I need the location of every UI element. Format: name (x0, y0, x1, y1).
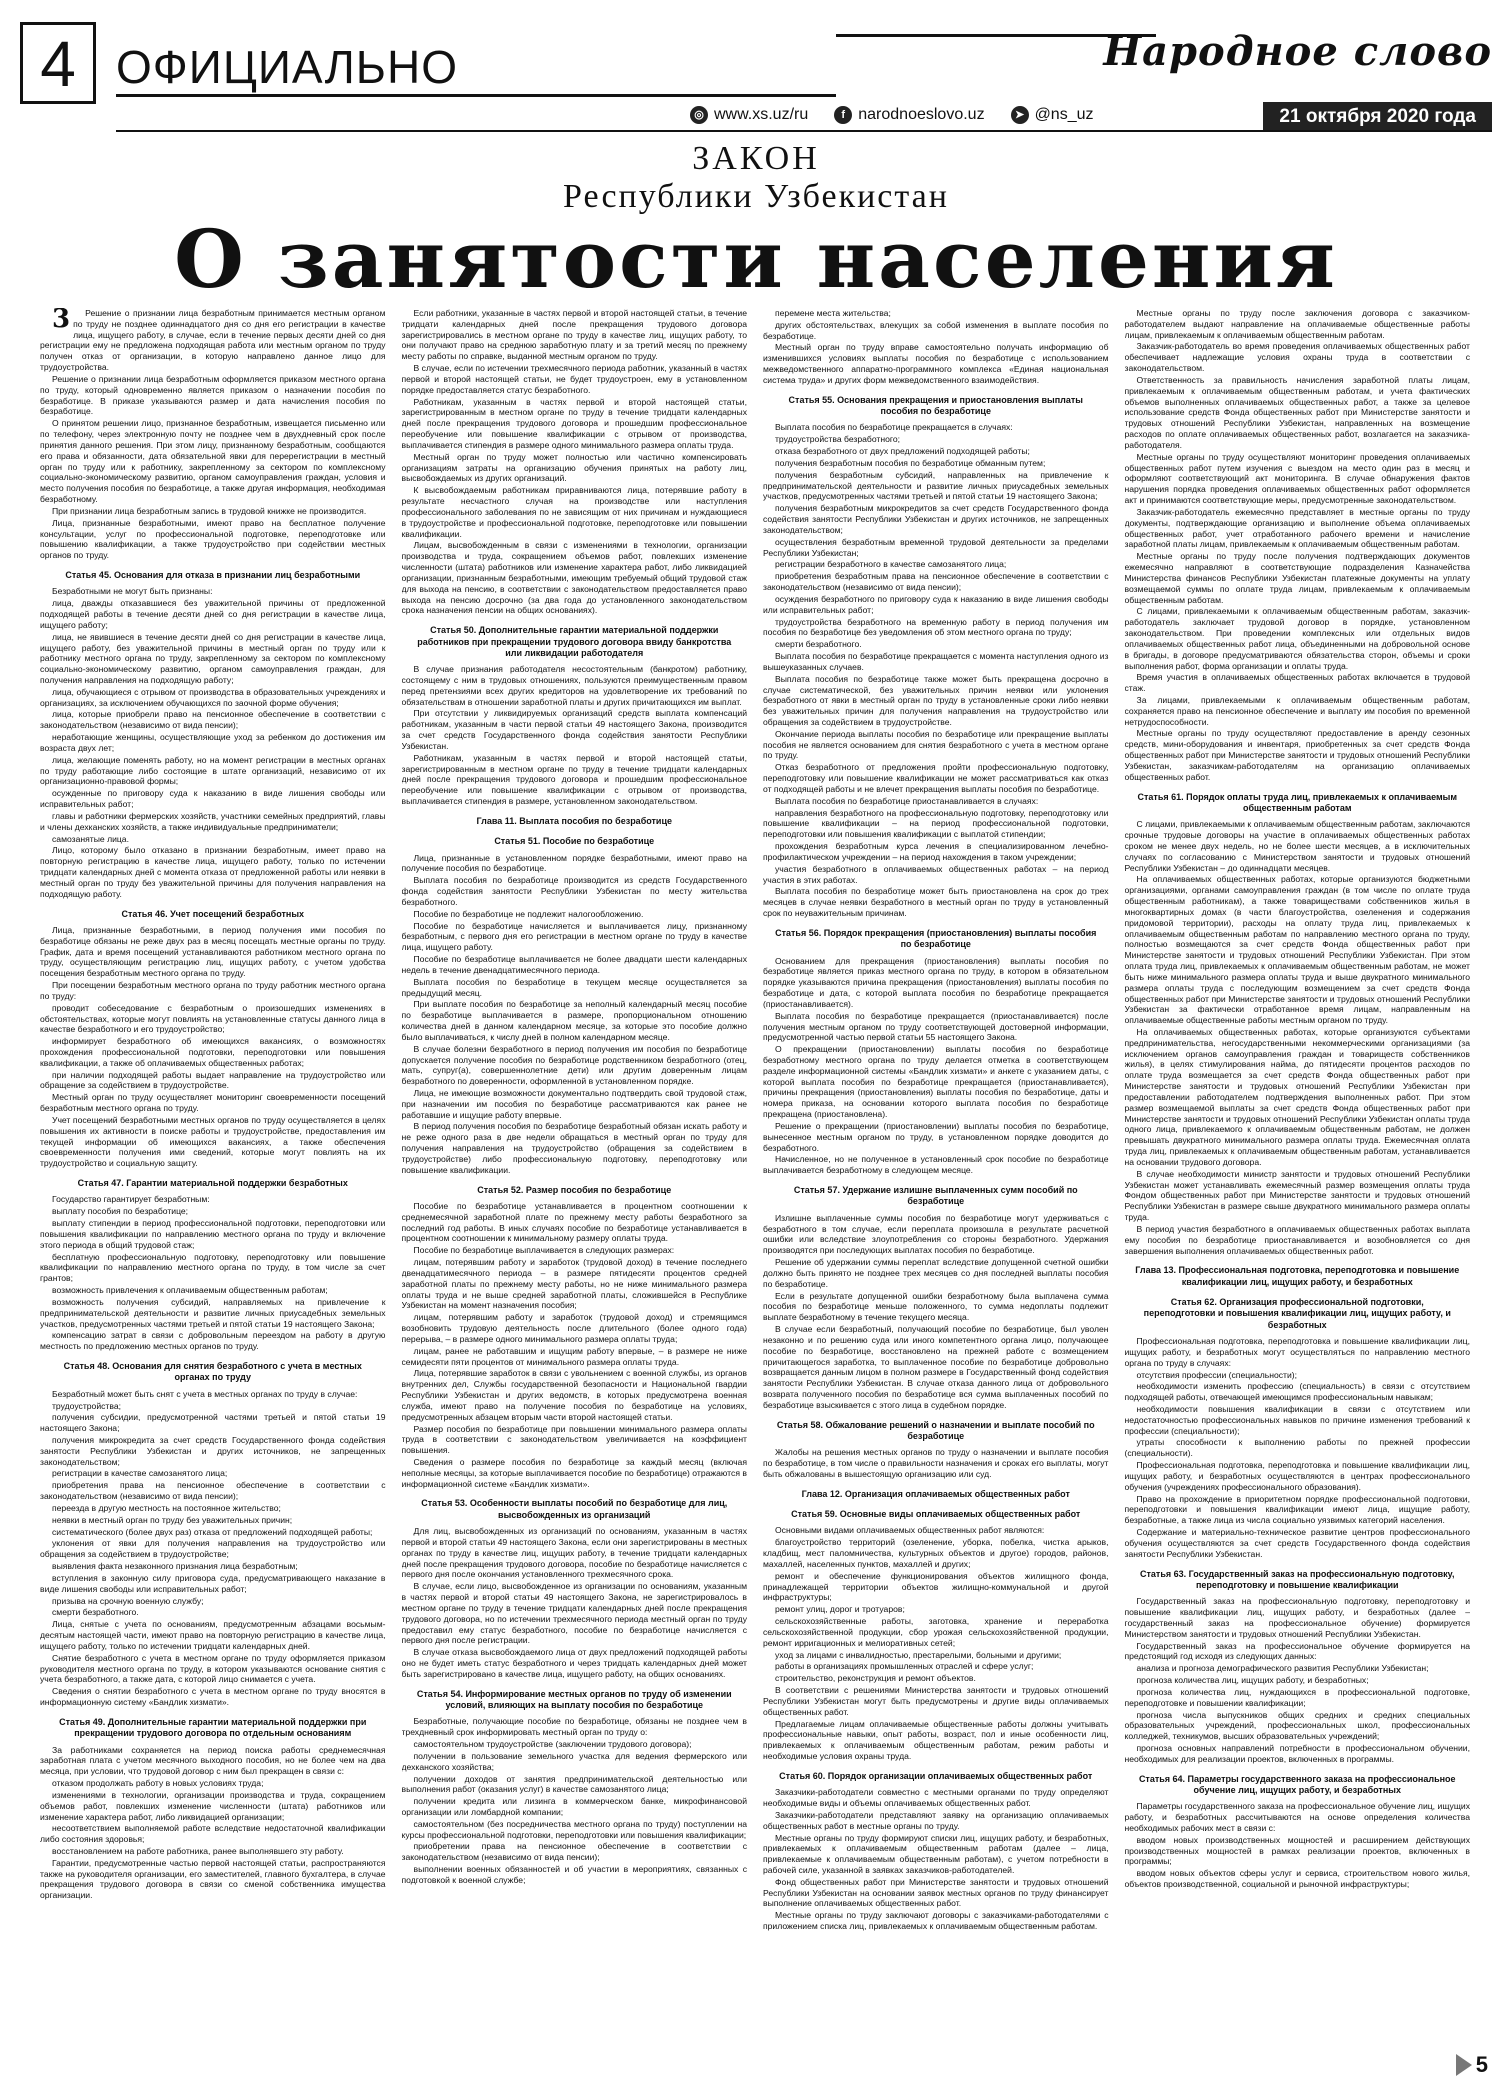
paragraph: Работникам, указанным в частях первой и второй настоящей статьи, зарегистрированным в местном органе по труду в течение тридцати календарных дней после прекращения трудового договора и прошедшим профессиональное переобучение или повышение квалификации с отрывом от производства, выплачивается стипендия в размере одного минимального размера оплаты труда. (401, 396, 747, 450)
paragraph: возможность привлечения к оплачиваемым общественным работам; (52, 1285, 328, 1296)
paragraph: ремонт и обеспечение функционирования объектов жилищного фонда, принадлежащей территории объектов жилищно-коммунальной и другой инфраструктуры; (763, 1570, 1109, 1603)
law-subtitle: Республики Узбекистан (563, 178, 949, 215)
paragraph: прохождения безработным курса лечения в специализированном лечебно-профилактическом учреждении – на период нахождения в таком учреждении; (763, 841, 1109, 862)
paragraph: Безработный может быть снят с учета в местных органах по труду в случае: (52, 1388, 358, 1399)
article-column (763, 308, 1109, 2048)
article-heading: Статья 53. Особенности выплаты пособий по безработице для лиц, высвобожденных из организаций (421, 1498, 728, 1520)
article-heading: Статья 63. Государственный заказ на профессиональную подготовку, переподготовку и повышение квалификации (1140, 1568, 1455, 1590)
paragraph: Если в результате допущенной ошибки безработному была выплачена сумма пособия по безработице меньше положенного, то сумма недоплаты подлежит выплате безработному в течение текущего месяца. (763, 1290, 1109, 1323)
social-links (690, 106, 1094, 124)
paragraph: Решение об удержании суммы переплат вследствие допущенной счетной ошибки должно быть принято не позднее трех месяцев со дня последней выплаты пособия по безработице. (763, 1257, 1109, 1289)
paragraph: Заказчики-работодатели совместно с местными органами по труду определяют необходимые виды и объемы оплачиваемых общественных работ. (763, 1787, 1109, 1809)
paragraph: С лицами, привлекаемыми к оплачиваемым общественным работам, заказчик-работодатель заключает трудовой договор в порядке, установленном законодательством. При проведении комплексных или отдельных видов оплачиваемых общественных работ лица, объединенными на добровольной основе в бригады, в договоре предусматриваются обязательства сторон, объемы и сроки выполнения работ, форма организации и оплаты труда. (1124, 606, 1470, 671)
paragraph: Государственный заказ на профессиональное обучение формируется на предстоящий год исходя из следующих данных: (1124, 1640, 1470, 1662)
issue-date: 21 октября 2020 года (1263, 102, 1492, 132)
drop-cap: 3 (52, 308, 71, 334)
telegram-label: @ns_uz (1034, 106, 1094, 123)
paragraph: О принятом решении лицо, признанное безработным, извещается письменно или по телефону, через электронную почту не позднее чем в двухдневный срок после принятия данного решения. При этом лицу, признанному безработным, сообщаются его права и обязанности, дата обязательной явки для перерегистрации в местный орган по труду или к работнику, закрепленному за сектором по комплексному социально-экономическому развитию, органом самоуправления граждан, условия и место получения пособия по безработице, а также другая информация, необходимая безработному. (40, 418, 386, 505)
site-label: www.xs.uz/ru (714, 106, 809, 123)
paragraph: получения безработным микрокредитов за счет средств Государственного фонда содействия занятости Республики Узбекистан и других источников, не запрещенных законодательством; (763, 503, 1109, 535)
paragraph: Сведения о снятии безработного с учета в местном органе по труду вносятся в информационную систему «Бандлик хизмати». (40, 1686, 386, 1708)
paragraph: регистрации безработного в качестве самозанятого лица; (775, 559, 1007, 570)
law-kicker: ЗАКОН (692, 140, 820, 177)
paragraph: получении доходов от занятия предпринимательской деятельностью или выполнения работ (оказания услуг) в качестве самозанятого лица; (401, 1773, 747, 1795)
paragraph: лица, дважды отказавшиеся без уважительной причины от предложенной подходящей работы в течение десяти дней со дня регистрации в качестве лица, ищущего работу; (40, 598, 386, 630)
paragraph: Выплата пособия по безработице также может быть прекращена досрочно в случае систематической, без уважительных причин неявки или уклонения безработного от явки в местный орган по труду в установленные сроки либо неявки без уважительных причин для получения направления на трудоустройство или обращения за содействием в трудоустройстве. (763, 673, 1109, 727)
paragraph: проводит собеседование с безработным о произошедших изменениях в обстоятельствах, которые могут повлиять на установленные статусы данного лица в качестве безработного и его трудоустройство; (40, 1002, 386, 1035)
paragraph: переезда в другую местность на постоянное жительство; (52, 1502, 281, 1513)
paragraph: Лица, снятые с учета по основаниям, предусмотренным абзацами восьмым-десятым настоящей части, имеют право на повторную регистрацию в качестве лица, ищущего работу, только по истечении тридцати календарных дней. (40, 1619, 386, 1651)
paragraph: прогноза количества лиц, ищущих работу, и безработных; (1136, 1675, 1369, 1686)
paragraph: отсутствия профессии (специальности); (1136, 1369, 1298, 1380)
article-heading: Статья 56. Порядок прекращения (приостановления) выплаты пособия по безработице (775, 927, 1097, 950)
paragraph: О прекращении (приостановлении) выплаты пособия по безработице безработному местного органа по труду делается отметка в соответствующем разделе информационной системы «Бандлик хизмати» и анкете с указанием даты, с которой выплата пособия по безработице прекращается (приостанавливается), причины прекращения (приостановления) выплаты пособия по безработице, даты и номера приказа, на основании которого выплата пособия по безработице прекращена (приостановлена). (763, 1044, 1109, 1120)
paragraph: вступления в законную силу приговора суда, предусматривающего наказание в виде лишения свободы или исправительных работ; (40, 1572, 386, 1594)
paragraph: Заказчик-работодатель ежемесячно представляет в местные органы по труду документы, подтверждающие организацию и выполнение объема оплачиваемых общественных работ, учет отработанного рабочего времени и начисление заработной платы лицам, привлекаемым к оплачиваемым общественным работам. (1124, 506, 1470, 550)
paragraph: Безработными не могут быть признаны: (52, 586, 213, 597)
next-page-indicator[interactable] (1456, 2052, 1488, 2078)
paragraph: вводом новых объектов сферы услуг и сервиса, строительством нового жилья, объектов производственной, социальной и рыночной инфраструктуры; (1124, 1868, 1470, 1890)
paragraph: На оплачиваемых общественных работах, которые организуются бюджетными организациями, органами самоуправления граждан (в том числе по оплате труда общественным работникам), а также товариществами собственников жилья в многоквартирных домах (в части благоустройства, озеленения и содержания придомовой территории), расходы на оплату труда лиц, привлекаемых к оплачиваемым общественным работам по направлению местного органа по труду, полностью возмещаются за счет средств Фонда общественных работ при Министерстве занятости и трудовых отношений Республики Узбекистан. При этом оплата труда лиц, привлекаемых к оплачиваемым общественным работам, не может быть ниже минимального размера оплаты труда и выше двукратного минимального размера оплаты труда с последующим возмещением за счет средств Фонда общественных работ при Министерстве занятости и трудовых отношений Республики Узбекистан за фактически отработанное время лицам, направленным на оплачиваемые общественные работы местным органом по труду. (1124, 874, 1470, 1026)
paragraph: работы в организациях промышленных отраслей и сфере услуг; (775, 1661, 1034, 1672)
paragraph: Излишне выплаченные суммы пособия по безработице могут удерживаться с безработного в том случае, если переплата произошла в результате расчетной ошибки или вследствие злоупотребления со стороны безработного. Удержания производятся при последующих выплатах пособия по безработице. (763, 1212, 1109, 1256)
paragraph: За работниками сохраняется на период поиска работы среднемесячная заработная плата с учетом месячного выходного пособия, но не более чем на два месяца, при условии, что трудовой договор с ним был прекращен в связи с: (40, 1744, 386, 1777)
paragraph: утраты способности к выполнению работы по прежней профессии (специальности). (1124, 1437, 1470, 1459)
globe-icon: ◎ (690, 106, 708, 124)
paragraph: компенсацию затрат в связи с добровольным переездом на работу в другую местность по предложению местных органов по труду. (40, 1330, 386, 1352)
next-page-number: 5 (1475, 2052, 1488, 2077)
paragraph: Выплата пособия по безработице прекращается (приостанавливается) после получения местным органом по труду соответствующей достоверной информации, предусмотренной частью первой статьи 55 настоящего Закона. (763, 1010, 1109, 1043)
paragraph: смерти безработного. (52, 1607, 139, 1618)
paragraph: Предлагаемые лицам оплачиваемые общественные работы должны учитывать профессиональные навыки, опыт работы, возраст, пол и иные особенности лиц, привлекаемых к оплачиваемым общественным работам, режим работы и необходимые условия охраны труда. (763, 1718, 1109, 1762)
paragraph: получения субсидии, предусмотренной частями третьей и пятой статьи 19 настоящего Закона; (40, 1412, 386, 1434)
paragraph: Фонд общественных работ при Министерстве занятости и трудовых отношений Республики Узбекистан на основании заявок местных органов по труду финансирует выполнение оплачиваемых общественных работ. (763, 1876, 1109, 1909)
paragraph: При признании лица безработным запись в трудовой книжке не производится. (52, 505, 367, 516)
paragraph: Местные органы по труду осуществляют предоставление в аренду сезонных средств, мини-оборудования и инвентаря, приобретенных за счет средств Фонда общественных работ при Министерстве занятости и трудовых отношений Республики Узбекистан, заказчикам-работодателям на организацию оплачиваемых общественных работ. (1124, 728, 1470, 782)
paragraph: Решение о признании лица безработным оформляется приказом местного органа по труду, который одновременно является приказом о назначении пособия по безработице. В приказе указываются размер и дата начисления пособия по безработице. (40, 373, 386, 417)
newspaper-name: Народное слово (1103, 28, 1492, 75)
paragraph: Время участия в оплачиваемых общественных работах включается в трудовой стаж. (1124, 672, 1470, 694)
article-heading: Статья 57. Удержание излишне выплаченных сумм пособий по безработице (793, 1185, 1078, 1207)
paragraph: Отказ безработного от предложения пройти профессиональную подготовку, переподготовку или повышение квалификации не может рассматриваться как отказ от подходящей работы и не влечет прекращения выплаты пособия по безработице. (763, 762, 1109, 794)
paragraph: несоответствием выполняемой работе вследствие недостаточной квалификации либо состояния здоровья; (40, 1823, 386, 1845)
lead-paragraph (40, 308, 386, 373)
article-columns (40, 308, 1470, 2048)
paragraph: Местный орган по труду может полностью или частично компенсировать организациям затраты на организацию обучения принятых на работу лиц, высвобождаемых из других организаций. (401, 451, 747, 484)
paragraph: Местные органы по труду после заключения договора с заказчиком-работодателем выдают направление на оплачиваемые общественные работы лицам, привлекаемым к оплачиваемым общественным работам. (1124, 308, 1470, 340)
paragraph: изменениями в технологии, организации производства и труда, сокращением объемов работ, повлекших изменение численности (штата) работников или изменение характера работ, либо ликвидацией организации; (40, 1789, 386, 1822)
article-heading: Глава 12. Организация оплачиваемых общественных работ (801, 1488, 1070, 1499)
paragraph: Профессиональная подготовка, переподготовка и повышение квалификации лиц, ищущих работу, и безработных могут осуществляться по направлению местного органа по труду в случаях: (1124, 1336, 1470, 1368)
article-heading: Статья 45. Основания для отказа в признании лиц безработными (65, 570, 361, 581)
paragraph: Лица, признанные безработными, имеют право на бесплатное получение консультации, услуг по профессиональной подготовке, переподготовке или повышению квалификации, а также трудоустройство при содействии местных органов по труду. (40, 517, 386, 561)
paragraph: Начисленное, но не полученное в установленный срок пособие по безработице выплачивается безработному в следующем месяце. (763, 1154, 1109, 1176)
paragraph: Выплата пособия по безработице прекращается с момента наступления одного из вышеуказанных случаев. (763, 651, 1109, 672)
paragraph: Сведения о размере пособия по безработице за каждый месяц (включая неполные месяцы, за которые выплачивается пособие по безработице) отражаются в информационной системе «Бандлик хизмати». (401, 1456, 747, 1489)
paragraph: самостоятельном трудоустройстве (заключении трудового договора); (413, 1739, 692, 1750)
paragraph: Содержание и материально-техническое развитие центров профессионального обучения осуществляются за счет средств Государственного фонда содействия занятости Республики Узбекистан. (1124, 1527, 1470, 1559)
paragraph: неработающие женщины, осуществляющие уход за ребенком до достижения им возраста двух лет; (40, 732, 386, 753)
article-heading: Статья 60. Порядок организации оплачиваемых общественных работ (779, 1770, 1093, 1781)
paragraph: информирует безработного об имеющихся вакансиях, о возможностях прохождения профессиональной подготовки, переподготовки или повышения квалификации, а также об оплачиваемых общественных работах; (40, 1036, 386, 1068)
arrow-right-icon (1456, 2054, 1472, 2076)
article-heading: Статья 46. Учет посещений безработных (121, 908, 305, 919)
paragraph: Лицо, которому было отказано в признании безработным, имеет право на повторную регистрацию в качестве лица, ищущего работу, только по истечении тридцати календарных дней с момента отказа от предложенной работы или неявки в местный орган по труду без уважительной причины для получения направления на подходящую работу. (40, 845, 386, 899)
paragraph: трудоустройства безработного; (775, 434, 900, 445)
section-title: ОФИЦИАЛЬНО (116, 41, 458, 93)
paragraph: получении кредита или лизинга в коммерческом банке, микрофинансовой организации или ломбардной компании; (401, 1796, 747, 1817)
paragraph: Пособие по безработице не подлежит налогообложению. (413, 908, 644, 919)
paragraph: перемене места жительства; (775, 308, 891, 318)
paragraph: получения безработным субсидий, направленных на привлечение к предпринимательской деятельности и развитие личных приусадебных земельных участков, предусмотренных частями третьей и пятой статьи 19 настоящего Закона; (763, 469, 1109, 502)
paragraph: выплату стипендии в период профессиональной подготовки, переподготовки или повышения квалификации по направлению местного органа по труду и включение этого периода в общий трудовой стаж; (40, 1218, 386, 1250)
article-heading: Статья 52. Размер пособия по безработице (477, 1184, 672, 1195)
paragraph: приобретении права на пенсионное обеспечение в соответствии с законодательством (независимо от вида пенсии); (401, 1841, 747, 1863)
article-heading: Глава 11. Выплата пособия по безработице (476, 815, 673, 826)
paragraph: В период получения пособия по безработице безработный обязан искать работу и не реже одного раза в две недели обращаться в местный орган по труду для получения направления на трудоустройство (обращения за содействием в трудоустройстве) либо профессиональную подготовку, переподготовку или повышение квалификации. (401, 1121, 747, 1175)
paragraph: участия безработного в оплачиваемых общественных работах – на период участия в этих работах. (763, 863, 1109, 885)
article-heading: Статья 54. Информирование местных органов по труду об изменении условий, влияющих на выплату пособия по безработице (416, 1688, 732, 1711)
article-heading: Статья 50. Дополнительные гарантии материальной поддержки работников при прекращении трудового договора ввиду банкротства или ликвидации работодателя (417, 625, 732, 658)
paragraph: Местный орган по труду вправе самостоятельно получать информацию об изменившихся условиях выплаты пособия по безработице с использованием межведомственного аппаратно-программного комплекса «Единая национальная система труда» и других форм межведомственного взаимодействия. (763, 342, 1109, 385)
paragraph: главы и работники фермерских хозяйств, участники семейных предприятий, главы и члены дехканских хозяйств, а также индивидуальные предприниматели; (40, 810, 386, 832)
paragraph: Выплата пособия по безработице производится из средств Государственного фонда содействия занятости Республики Узбекистан по месту жительства безработного. (401, 875, 747, 907)
paragraph: Работникам, указанным в частях первой и второй настоящей статьи, зарегистрированным в местном органе по труду в течение тридцати календарных дней после прекращения трудового договора и прошедшим профессиональное переобучение или повышение квалификации с отрывом от производства, выплачивается стипендия в размере, установленном законодательством. (401, 752, 747, 807)
paragraph: смерти безработного. (775, 639, 862, 650)
paragraph: Решение о прекращении (приостановлении) выплаты пособия по безработице, вынесенное местным органом по труду, в установленном порядке доводится до безработного. (763, 1120, 1109, 1153)
paragraph: неявки в местный орган по труду без уважительных причин; (52, 1514, 293, 1525)
paragraph: При выплате пособия по безработице за неполный календарный месяц пособие по безработице выплачивается в размере, пропорциональном отношению количества дней в данном календарном месяце, за которые это пособие должно было выплачиваться, к числу дней в полном календарном месяце. (401, 999, 747, 1042)
lead-text: Решение о признании лица безработным принимается местным органом по труду не позднее одиннадцатого дня со дня его регистрации в качестве лица, ищущего работу, в случае, если в течение первых десяти дней со дня регистрации ему не предложена подходящая работа или местным органом по труду получен отказ от организации, в которую направлено данное лицо для трудоустройства. (40, 308, 386, 373)
article-heading: Статья 55. Основания прекращения и приостановления выплаты пособия по безработице (788, 394, 1083, 417)
paragraph: Пособие по безработице устанавливается в процентном соотношении к среднемесячной заработной плате по прежнему месту работы безработного за последний год работы. В иных случаях пособие по безработице устанавливается в процентном соотношении к минимальному размеру оплаты труда. (401, 1200, 747, 1244)
article-heading: Статья 59. Основные виды оплачиваемых общественных работ (791, 1509, 1081, 1520)
paragraph: Заказчики-работодатели представляют заявку на организацию оплачиваемых общественных работ в местные органы по труду. (763, 1809, 1109, 1831)
paragraph: К высвобождаемым работникам приравниваются лица, потерявшие работу в результате несчастного случая на производстве или наступления профессионального заболевания по не зависящим от них причинам и нуждающиеся в трудоустройстве и профессиональной подготовке, переподготовке или повышении квалификации. (401, 485, 747, 539)
page-number: 4 (20, 22, 96, 104)
article-heading: Глава 13. Профессиональная подготовка, переподготовка и повышение квалификации лиц, ищущих работу, и безработных (1135, 1265, 1460, 1287)
paragraph: возможность получения субсидий, направляемых на привлечение к предпринимательской деятельности и развитие личных приусадебных земельных участков, предусмотренных частями третьей и пятой статьи 19 настоящего Закона; (40, 1296, 386, 1329)
paragraph: трудоустройства безработного на временную работу в период получения им пособия по безработице без уведомления об этом местного органа по труду; (763, 616, 1109, 638)
paragraph: Местные органы по труду осуществляют мониторинг проведения оплачиваемых общественных работ путем изучения с выездом на место один раз в месяц и оформляют соответствующий акт мониторинга. В случае обнаружения фактов нарушения порядка проведения оплачиваемых общественных работ оформляется акт и принимаются соответствующие меры, предусмотренные законодательством. (1124, 451, 1470, 506)
paragraph: В случае, если по истечении трехмесячного периода работник, указанный в частях первой и второй настоящей статьи, не будет трудоустроен, ему в установленном порядке предоставляется статус безработного. (401, 363, 747, 395)
paragraph: направления безработного на профессиональную подготовку, переподготовку или повышение квалификации – на период профессиональной подготовки, переподготовки или повышения квалификации с выплатой стипендии; (763, 807, 1109, 840)
paragraph: осужденные по приговору суда к наказанию в виде лишения свободы или исправительных работ; (40, 788, 386, 810)
paragraph: выполнении военных обязанностей и об участии в мероприятиях, связанных с подготовкой к военной службе; (401, 1864, 747, 1885)
paragraph: регистрации в качестве самозанятого лица; (52, 1468, 228, 1479)
paragraph: лица, не явившиеся в течение десяти дней со дня регистрации в качестве лица, ищущего работу, без уважительной причины в местный орган по труду или к работнику местного органа по труду, закрепленному за сектором по комплексному социально-экономическому развитию, органом самоуправления граждан, для получения направления на подходящую работу; (40, 631, 386, 685)
paragraph: систематического (более двух раз) отказа от предложений подходящей работы; (52, 1526, 373, 1537)
section-rule (116, 94, 836, 97)
telegram-icon: ➤ (1011, 106, 1029, 124)
paragraph: трудоустройства; (52, 1400, 121, 1411)
paragraph: прогноза количества лиц, нуждающихся в профессиональной подготовке, переподготовке и повышении квалификации; (1124, 1686, 1470, 1708)
article-column (40, 308, 386, 2048)
paragraph: Профессиональная подготовка, переподготовка и повышение квалификации лиц, ищущих работу, и безработных осуществляются в центрах профессионального обучения (учреждениях профессионального образования). (1124, 1460, 1470, 1492)
paragraph: В случае болезни безработного в период получения им пособия по безработице допускается получение пособия по безработице родственником безработного (отец, мать, супруг(а), совершеннолетние дети) или другим доверенным лицам безработного по доверенности, оформленной в установленном порядке. (401, 1043, 747, 1087)
facebook-label: narodnoeslovo.uz (858, 106, 985, 123)
paragraph: прогноза основных направлений потребности в профессиональном обучении, необходимых для реализации проектов, включенных в программы. (1124, 1743, 1470, 1764)
paragraph: Государство гарантирует безработным: (52, 1194, 210, 1205)
paragraph: лицам, ранее не работавшим и ищущим работу впервые, – в размере не ниже семидесяти пяти процентов от минимального размера оплаты труда. (401, 1345, 747, 1367)
paragraph: Местный орган по труду осуществляет мониторинг своевременности посещений безработным местного органа по труду. (40, 1092, 386, 1114)
paragraph: Основанием для прекращения (приостановления) выплаты пособия по безработице является приказ местного органа по труду, в котором в обязательном порядке указываются причина прекращения (приостановления) выплаты пособия по безработице и дата, с которой выплата пособия по безработице прекращается (приостанавливается). (763, 955, 1109, 1009)
paragraph: уклонения от явки для получения направления на трудоустройство или обращения за содействием в трудоустройстве; (40, 1538, 386, 1560)
article-heading: Статья 49. Дополнительные гарантии материальной поддержки при прекращении трудового договора по отдельным основаниям (59, 1716, 367, 1739)
paragraph: лица, которые приобрели право на пенсионное обеспечение в соответствии с законодательством (независимо от вида пенсии); (40, 709, 386, 731)
paragraph: Лицам, высвобожденным в связи с изменениями в технологии, организации производства и труда, сокращением объемов работ, повлекших изменение численности (штата) работников или изменение характера работ, либо ликвидацией организации, признанным безработными, имеющим требуемый общий трудовой стаж для выхода на пенсию, в соответствии с законодательством предоставляется право выхода на пенсию досрочно (за два года до установленного законодательством срока назначения пенсии на общих основаниях). (401, 540, 747, 616)
paragraph: осуждения безработного по приговору суда к наказанию в виде лишения свободы или исправительных работ; (763, 593, 1109, 615)
paragraph: благоустройство территорий (озеленение, уборка, побелка, чистка арыков, кладбищ, мест паломничества, культурных объектов и другое) городов, районов, махаллей, населенных пунктов, махаллей и других; (763, 1537, 1109, 1569)
paragraph: При отсутствии у ликвидируемых организаций средств выплата компенсаций работникам, указанным в части первой статьи 49 настоящего Закона, производится за счет средств Государственного фонда содействия занятости Республики Узбекистан. (401, 708, 747, 751)
paragraph: В случае если безработный, получающий пособие по безработице, был уволен незаконно и по решению суда или иного компетентного органа лицо, получающее пособие по безработице, восстановлено на прежней работе с возмещением причитающегося заработка, то выплаченное пособие по безработице добровольно возвращается данным лицом в полном размере в Государственный фонд содействия занятости Республики Узбекистан. В случае отказа данного лица от добровольного возврата полученного пособия по безработице вся сумма выплаченных пособий по безработице взыскивается с этого лица в судебном порядке. (763, 1324, 1109, 1410)
paragraph: Местные органы по труду заключают договоры с заказчиками-работодателями с приложением списка лиц, привлекаемых к оплачиваемым общественным работам. (763, 1910, 1109, 1932)
paragraph: Лица, потерявшие заработок в связи с увольнением с военной службы, из органов внутренних дел, Службы государственной безопасности и Национальной гвардии Республики Узбекистан и других ведомств, в которых предусмотрена военная служба, имеют право на получение пособия по безработице на условиях, предусмотренных абзацем вторым части второй настоящей статьи. (401, 1368, 747, 1422)
paragraph: Если работники, указанные в частях первой и второй настоящей статьи, в течение тридцати календарных дней после прекращения трудового договора зарегистрировались в местном органе по труду в качестве лиц, ищущих работу, то они получают право на среднюю заработную плату и за третий месяц по прежнему месту работы по справке, выданной местным органом по труду. (401, 308, 747, 362)
paragraph: анализа и прогноза демографического развития Республики Узбекистан; (1136, 1663, 1429, 1674)
paragraph: При посещении безработным местного органа по труду работник местного органа по труду: (40, 980, 386, 1001)
paragraph: Для лиц, высвобожденных из организаций по основаниям, указанным в частях первой и второй статьи 49 настоящего Закона, если они зарегистрированы в местных органах по труду в качестве лиц, ищущих работу, в течение тридцати календарных дней после прекращения трудового договора, пособие по безработице начисляется с первого дня после окончания установленного трехмесячного срока. (401, 1526, 747, 1580)
paragraph: Выплата пособия по безработице прекращается в случаях: (775, 422, 1013, 433)
paragraph: отказа безработного от двух предложений подходящей работы; (775, 446, 1030, 457)
paragraph: приобретения безработным права на пенсионное обеспечение в соответствии с законодательством (независимо от вида пенсии); (763, 571, 1109, 593)
paragraph: приобретения права на пенсионное обеспечение в соответствии с законодательством (независимо от вида пенсии); (40, 1480, 386, 1502)
paragraph: Окончание периода выплаты пособия по безработице или прекращение выплаты пособия не является основанием для снятия безработного с учета в местном органе по труду. (763, 728, 1109, 761)
paragraph: необходимости повышения квалификации в связи с отсутствием или недостаточностью профессиональных навыков по причине изменения требований к профессии (специальности); (1124, 1404, 1470, 1436)
article-heading: Статья 51. Пособие по безработице (494, 836, 655, 847)
paragraph: Выплата пособия по безработице может быть приостановлена на срок до трех месяцев в случае неявки безработного в местный орган по труду в установленный срок по неуважительным причинам. (763, 886, 1109, 919)
paragraph: В соответствии с решениями Министерства занятости и трудовых отношений Республики Узбекистан могут быть предусмотрены и другие виды оплачиваемых общественных работ. (763, 1685, 1109, 1717)
paragraph: строительство, реконструкция и ремонт объектов. (775, 1673, 976, 1684)
paragraph: Лица, не имеющие возможности документально подтвердить свой трудовой стаж, при назначении им пособия по безработице рассматриваются как ранее не работавшие и ищущие работу впервые. (401, 1087, 747, 1120)
paragraph: Параметры государственного заказа на профессиональное обучение лиц, ищущих работу, и безработных рассчитываются на основе определения количества необходимых рабочих мест в связи с: (1124, 1801, 1470, 1833)
article-heading: Статья 62. Организация профессиональной подготовки, переподготовки и повышения квалификации лиц, ищущих работу, и безработных (1143, 1297, 1451, 1330)
paragraph: лицам, потерявшим работу и заработок (трудовой доход) в течение последнего двенадцатимесячного периода – в размере пятидесяти процентов средней заработной платы по прежнему месту работы, но не ниже минимального размера оплаты труда и не выше средней заработной платы, сложившейся в Республике Узбекистан на момент назначения пособия; (401, 1257, 747, 1311)
paragraph: На оплачиваемых общественных работах, которые организуются субъектами предпринимательства, негосударственными некоммерческими организациями (за исключением органов самоуправления граждан и товариществ собственников жилья), в целях стимулирования найма, до пятидесяти процентов расходов по оплате труда возмещается за счет средств Фонда общественных работ при Министерстве занятости и трудовых отношений Республики Узбекистан при предоставлении работодателем подтверждения выполненных работ. При этом размер возмещаемой выплаты за счет средств Фонда общественных работ при Министерстве занятости и трудовых отношений Республики Узбекистан оплаты труда одного лица, привлекаемого к оплачиваемым общественным работам, не должен превышать двукратного минимального размера оплаты труда. Ежемесячная оплата труда лиц, привлекаемых к оплачиваемым общественным работам, устанавливается на основании трудового договора. (1124, 1027, 1470, 1167)
paragraph: За лицами, привлекаемыми к оплачиваемым общественным работам, сохраняется право на пенсионное обеспечение и выплату им пособия по временной нетрудоспособности. (1124, 694, 1470, 727)
paragraph: сельскохозяйственные работы, заготовка, хранение и переработка сельскохозяйственной продукции, сбор урожая сельскохозяйственной продукции, ремонт ирригационных и мелиоративных сетей; (763, 1616, 1109, 1648)
paragraph: Снятие безработного с учета в местном органе по труду оформляется приказом руководителя местного органа по труду, в котором указываются основание снятия с учета безработного, а также дата, с которой лицо снимается с учета. (40, 1652, 386, 1685)
paragraph: уход за лицами с инвалидностью, престарелыми, больными и другими; (775, 1649, 1062, 1660)
article-column (402, 308, 748, 2048)
paragraph: Выплата пособия по безработице в текущем месяце осуществляется за предыдущий месяц. (401, 976, 747, 998)
article-column (1125, 308, 1471, 2048)
paragraph: В случае отказа высвобождаемого лица от двух предложений подходящей работы оно не будет иметь статус безработного и через тридцать календарных дней может быть зарегистрировано в качестве лица, ищущего работу, на общих основаниях. (401, 1647, 747, 1679)
paragraph: ремонт улиц, дорог и тротуаров; (775, 1604, 905, 1615)
paragraph: бесплатную профессиональную подготовку, переподготовку или повышение квалификации по направлению местного органа по труду, в том числе за счет грантов; (40, 1251, 386, 1284)
paragraph: выявления факта незаконного признания лица безработным; (52, 1561, 298, 1572)
paragraph: других обстоятельствах, влекущих за собой изменения в выплате пособия по безработице. (763, 319, 1109, 341)
paragraph: Размер пособия по безработице при повышении минимального размера оплаты труда в соответствии с законодательством увеличивается на коэффициент повышения. (401, 1423, 747, 1456)
paragraph: лица, обучающиеся с отрывом от производства в образовательных учреждениях и организациях, за исключением обучающихся по заочной форме обучения; (40, 686, 386, 708)
paragraph: Безработные, получающие пособие по безработице, обязаны не позднее чем в трехдневный срок информировать местный орган по труду о: (401, 1716, 747, 1738)
paragraph: вводом новых производственных мощностей и расширением действующих производственных мощностей в рамках реализации проектов, включенных в программы; (1124, 1834, 1470, 1867)
paragraph: Местные органы по труду после получения подтверждающих документов ежемесячно направляют в соответствующие подразделения Казначейства Министерства финансов Республики Узбекистан платежные документы на уплату возмещаемой суммы по оплате труда лицам, привлекаемым к оплачиваемым общественным работам. (1124, 551, 1470, 605)
paragraph: прогноза числа выпускников общих средних и средних специальных образовательных учреждений, профессиональных школ, профессиональных колледжей, техникумов, высших образовательных учреждений; (1124, 1709, 1470, 1742)
paragraph: Пособие по безработице начисляется и выплачивается лицу, признанному безработным, с первого дня его регистрации в местном органе по труду в качестве лица, ищущего работу. (401, 920, 747, 953)
paragraph: Лица, признанные безработными, в период получения ими пособия по безработице обязаны не реже двух раз в месяц посещать местные органы по труду. График, дата и время посещений устанавливаются работником местного органа по труду, осуществляющим регистрацию лиц, ищущих работу, с учетом удобства посещения безработным местного органа по труду. (40, 924, 386, 979)
paragraph: Лица, признанные в установленном порядке безработными, имеют право на получение пособия по безработице. (401, 852, 747, 874)
paragraph: Гарантии, предусмотренные частью первой настоящей статьи, распространяются также на руководителя организации, его заместителей, главного бухгалтера, в случае прекращения трудового договора в связи со сменой собственника имущества организации. (40, 1857, 386, 1901)
paragraph: В случае, если лицо, высвобожденное из организации по основаниям, указанным в частях первой и второй статьи 49 настоящего Закона, не зарегистрировалось в местном органе по труду в течение тридцати календарных дней после прекращения трудового договора, но по истечении трехмесячного периода местный орган по труду предоставил ему статус безработного, пособие по безработице начисляется с первого дня после регистрации. (401, 1581, 747, 1646)
masthead (20, 22, 1492, 132)
paragraph: Основными видами оплачиваемых общественных работ являются: (775, 1525, 1045, 1536)
paragraph: выплату пособия по безработице; (52, 1206, 189, 1217)
facebook-link[interactable] (834, 106, 984, 124)
paragraph: В случае признания работодателя несостоятельным (банкротом) работнику, состоящему с ним в трудовых отношениях, пользуются преимущественным правом перед претензиями всех других кредиторов на удовлетворение их требований по обязательствам в отношении заработной платы и других причитающихся им выплат. (401, 664, 747, 707)
paragraph: Выплата пособия по безработице приостанавливается в случаях: (775, 795, 1039, 806)
article-heading: Статья 48. Основания для снятия безработного с учета в местных органах по труду (63, 1361, 362, 1383)
article-heading: Статья 47. Гарантии материальной поддержки безработных (77, 1178, 348, 1189)
paragraph: при наличии подходящей работы выдает направление на трудоустройство или обращение за содействием в трудоустройстве. (40, 1069, 386, 1091)
paragraph: самостоятельном (без посредничества местного органа по труду) поступлении на курсы профессиональной подготовки, переподготовки или повышения квалификации; (401, 1818, 747, 1840)
paragraph: лица, желающие поменять работу, но на момент регистрации в местных органах по труду работающие либо состоящие в штате организаций, независимо от их организационно-правовой формы; (40, 754, 386, 787)
paragraph: получения безработным пособия по безработице обманным путем; (775, 457, 1046, 468)
paragraph: Местные органы по труду формируют списки лиц, ищущих работу, и безработных, привлекаемых к оплачиваемым общественным работам (далее – лица, привлекаемые к оплачиваемым общественным работам), с учетом потребности в рабочей силе, указанной в заявках заказчиков-работодателей. (763, 1832, 1109, 1875)
paragraph: Заказчик-работодатель во время проведения оплачиваемых общественных работ обеспечивает надлежащие условия охраны труда в соответствии с законодательством. (1124, 341, 1470, 374)
facebook-icon: f (834, 106, 852, 124)
paragraph: необходимости изменить профессию (специальность) в связи с отсутствием подходящей работы, отвечающей имеющимся профессиональным навыкам; (1124, 1381, 1470, 1403)
paragraph: призыва на срочную военную службу; (52, 1595, 204, 1606)
paragraph: получении в пользование земельного участка для ведения фермерского или дехканского хозяйства; (401, 1750, 747, 1772)
paragraph: отказом продолжать работу в новых условиях труда; (52, 1778, 264, 1789)
paragraph: восстановлением на работе работника, ранее выполнявшего эту работу. (52, 1845, 344, 1856)
article-heading: Статья 64. Параметры государственного заказа на профессиональное обучение лиц, ищущих работу, и безработных (1138, 1773, 1456, 1795)
paragraph: Пособие по безработице выплачивается в следующих размерах: (413, 1245, 675, 1256)
paragraph: С лицами, привлекаемыми к оплачиваемым общественным работам, заключаются срочные трудовые договоры на участие в оплачиваемых общественных работах сроком не менее двух недель, но не более шести месяцев, а в исключительных случаях по согласованию с Министерством занятости и трудовых отношений Республики Узбекистан – до одиннадцати месяцев. (1124, 819, 1470, 873)
paragraph: Государственный заказ на профессиональную подготовку, переподготовку и повышение квалификации лиц, ищущих работу, и безработных (далее – государственный заказ на профессиональное обучение) формируется Министерством занятости и трудовых отношений Республики Узбекистан. (1124, 1596, 1470, 1639)
paragraph: Право на прохождение в приоритетном порядке профессиональной подготовки, переподготовки и повышения квалификации имеют лица, ищущие работу, безработные, а также лица из числа социально уязвимых категорий населения. (1124, 1493, 1470, 1526)
article-heading: Статья 61. Порядок оплаты труда лиц, привлекаемых к оплачиваемым общественным работам (1137, 791, 1457, 813)
telegram-link[interactable] (1011, 106, 1094, 124)
paragraph: самозанятые лица. (52, 833, 129, 844)
paragraph: Учет посещений безработными местных органов по труду осуществляется в целях повышения их активности в поиске работы и трудоустройстве, предоставления им текущей информации об имеющихся вакансиях, а также обеспечения своевременности получения ими сведений, которые могут повлиять на их трудоустройство и социальную защиту. (40, 1114, 386, 1169)
paragraph: Пособие по безработице выплачивается не более двадцати шести календарных недель в течение двенадцатимесячного периода. (401, 954, 747, 975)
paragraph: В период участия безработного в оплачиваемых общественных работах выплата ему пособия по безработице приостанавливается и возобновляется со дня завершения выполнения оплачиваемых общественных работ. (1124, 1223, 1470, 1256)
paragraph: лицам, потерявшим работу и заработок (трудовой доход) и стремящимся возобновить трудовую деятельность после длительного (более одного года) перерыва, – в размере одного минимального размера оплаты труда; (401, 1312, 747, 1344)
paragraph: получения микрокредита за счет средств Государственного фонда содействия занятости Республики Узбекистан и других источников, не запрещенных законодательством; (40, 1435, 386, 1467)
article-heading: Статья 58. Обжалование решений о назначении и выплате пособий по безработице (776, 1419, 1095, 1441)
site-link[interactable] (690, 106, 808, 124)
paragraph: осуществления безработным временной трудовой деятельности за пределами Республики Узбекистан; (763, 536, 1109, 558)
law-title: О занятости населения (174, 212, 1338, 306)
paragraph: В случае необходимости министр занятости и трудовых отношений Республики Узбекистан может устанавливать ежемесячный размер возмещения оплаты труда Фондом общественных работ при Министерстве занятости и трудовых отношений Республики Узбекистан в размере свыше двукратного минимального размера оплаты труда. (1124, 1168, 1470, 1223)
header-rule (116, 130, 1492, 132)
paragraph: Жалобы на решения местных органов по труду о назначении и выплате пособия по безработице, в том числе о правильности назначения и сроках его выплаты, могут быть обжалованы в вышестоящую организацию или суд. (763, 1447, 1109, 1479)
paragraph: Ответственность за правильность начисления заработной платы лицам, привлекаемым к оплачиваемым общественным работам, и учета фактических объемов выполненных оплачиваемых общественных работ, а также за целевое использование средств Фонда общественных работ при Министерстве занятости и трудовых отношений Республики Узбекистан, направленных на возмещение расходов по оплате оплачиваемых общественных работ, возлагается на заказчика-работодателя. (1124, 374, 1470, 450)
